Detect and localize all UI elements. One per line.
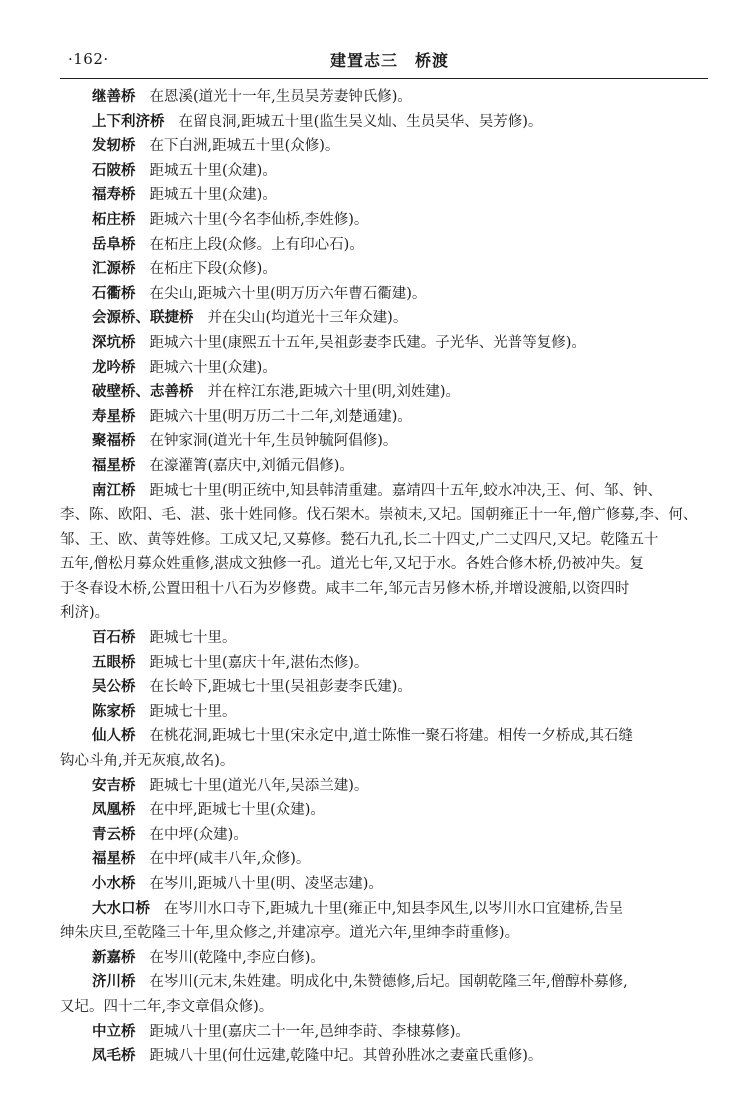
bridge-description: 在中坪(咸丰八年,众修)。	[149, 851, 311, 868]
bridge-description: 距城七十里(嘉庆十年,湛佑杰修)。	[149, 654, 369, 671]
bridge-description: 距城五十里(众建)。	[149, 187, 277, 204]
bridge-name: 会源桥、联捷桥	[92, 309, 194, 327]
bridge-description: 在岑川(乾隆中,李应白修)。	[149, 949, 325, 966]
bridge-description: 在岑川,距城八十里(明、凌坚志建)。	[149, 876, 383, 892]
bridge-description: 距城八十里(何仕远建,乾隆中圮。其曾孙胜冰之妻童氏重修)。	[149, 1048, 543, 1065]
bridge-entry	[92, 356, 708, 381]
bridge-description-continued: 邹、王、欧、黄等姓修。工成又圮,又募修。甃石九孔,长二十四丈,广二丈四尺,又圮。乾隆五十	[60, 531, 659, 548]
bridge-entry	[60, 724, 708, 773]
bridge-name: 柘庄桥	[92, 210, 136, 228]
bridge-description-continued: 绅朱庆旦,至乾隆三十年,里众修之,并建凉亭。道光六年,里绅李莳重修)。	[60, 925, 520, 942]
bridge-entry	[60, 897, 708, 946]
bridge-description: 在岑川(元末,朱姓建。明成化中,朱赞德修,后圮。国朝乾隆三年,僧醇朴募修,	[149, 974, 628, 991]
bridge-name: 仙人桥	[92, 727, 136, 745]
bridge-name: 济川桥	[92, 973, 136, 991]
bridge-name: 吴公桥	[92, 678, 136, 696]
bridge-name: 福寿桥	[92, 186, 136, 204]
bridge-entry	[92, 110, 708, 135]
bridge-entry	[92, 208, 708, 233]
bridge-entry	[92, 429, 708, 454]
bridge-name: 五眼桥	[92, 653, 136, 671]
bridge-description: 在恩溪(道光十一年,生员吴芳妻钟氏修)。	[149, 89, 412, 105]
bridge-description: 在柘庄下段(众修)。	[149, 261, 277, 278]
bridge-entry	[92, 306, 708, 331]
bridge-name: 青云桥	[92, 825, 136, 843]
bridge-entry	[92, 798, 708, 823]
bridge-name: 陈家桥	[92, 702, 136, 720]
bridge-entry	[92, 675, 708, 700]
bridge-entry	[92, 454, 708, 479]
bridge-description: 在桃花洞,距城七十里(宋永定中,道士陈惟一聚石将建。相传一夕桥成,其石缝	[149, 728, 633, 745]
bridge-entry	[92, 774, 708, 799]
bridge-entry	[60, 970, 708, 1019]
bridge-description: 距城六十里(康熙五十五年,吴祖彭妻李氏建。子光华、光普等复修)。	[149, 334, 586, 351]
bridge-name: 岳阜桥	[92, 235, 136, 253]
bridge-entry	[60, 479, 708, 627]
bridge-entry	[92, 946, 708, 971]
bridge-entry	[92, 872, 708, 897]
bridge-name: 上下利济桥	[92, 112, 165, 130]
bridge-description-continued: 于冬春设木桥,公置田租十八石为岁修费。咸丰二年,邹元吉另修木桥,并增设渡船,以资四时	[60, 580, 630, 597]
bridge-description: 在留良洞,距城五十里(监生吴义灿、生员吴华、吴芳修)。	[178, 113, 543, 130]
bridge-name: 石衢桥	[92, 284, 136, 302]
bridge-entry	[92, 847, 708, 872]
bridge-description: 在中坪,距城七十里(众建)。	[149, 802, 325, 819]
bridge-description: 距城七十里(明正统中,知县韩清重建。嘉靖四十五年,蛟水冲决,王、何、邹、钟、	[149, 482, 662, 499]
bridge-name: 发轫桥	[92, 137, 136, 155]
bridge-description: 在下白洲,距城五十里(众修)。	[149, 138, 340, 155]
bridge-description-continued: 五年,僧松月募众姓重修,湛成文独修一孔。道光七年,又圮于水。各姓合修木桥,仍被冲失。复	[60, 556, 644, 573]
bridge-name: 继善桥	[92, 88, 136, 105]
bridge-name: 寿星桥	[92, 407, 136, 425]
bridge-description-continued: 又圮。四十二年,李文章倡众修)。	[60, 998, 274, 1015]
header-rule	[60, 78, 708, 79]
bridge-entry	[92, 1020, 708, 1045]
bridge-entry	[92, 282, 708, 307]
bridge-name: 龙吟桥	[92, 358, 136, 376]
bridge-description-continued: 钩心斗角,并无灰痕,故名)。	[60, 753, 235, 770]
bridge-entry	[92, 134, 708, 159]
bridge-description: 距城七十里(道光八年,吴添兰建)。	[149, 777, 369, 794]
bridge-description-continued: 利济)。	[60, 605, 110, 622]
bridge-name: 南江桥	[92, 481, 136, 499]
bridge-description: 在濠灌箐(嘉庆中,刘循元倡修)。	[149, 457, 354, 474]
bridge-name: 安吉桥	[92, 776, 136, 794]
bridge-name: 新嘉桥	[92, 948, 136, 966]
bridge-entry	[92, 331, 708, 356]
bridge-entry	[92, 159, 708, 184]
bridge-description: 在柘庄上段(众修。上有印心石)。	[149, 236, 364, 253]
bridge-name: 福星桥	[92, 850, 136, 868]
bridge-description: 距城六十里(明万历二十二年,刘楚通建)。	[149, 408, 412, 425]
bridge-description-continued: 李、陈、欧阳、毛、湛、张十姓同修。伐石架木。崇祯末,又圮。国朝雍正十一年,僧广修募,李、何、	[60, 507, 698, 524]
bridge-name: 石陂桥	[92, 161, 136, 179]
bridge-entry	[92, 823, 708, 848]
bridge-description: 在尖山,距城六十里(明万历六年曹石衢建)。	[149, 285, 427, 302]
bridge-description: 并在尖山(均道光十三年众建)。	[207, 310, 408, 327]
page-header	[60, 48, 710, 74]
bridge-description: 在岑川水口寺下,距城九十里(雍正中,知县李风生,以岑川水口宜建桥,告呈	[164, 900, 624, 917]
bridge-description: 距城六十里(今名李仙桥,李姓修)。	[149, 211, 369, 228]
bridge-description: 并在梓江东港,距城六十里(明,刘姓建)。	[207, 384, 461, 401]
bridge-entry	[92, 183, 708, 208]
bridge-entry	[92, 651, 708, 676]
bridge-name: 福星桥	[92, 456, 136, 474]
bridge-name: 凤毛桥	[92, 1047, 136, 1065]
bridge-name: 中立桥	[92, 1022, 136, 1040]
bridge-name: 破壁桥、志善桥	[92, 383, 194, 401]
page-number: ·162·	[68, 50, 109, 68]
bridge-entry	[92, 380, 708, 405]
bridge-name: 聚福桥	[92, 432, 136, 450]
bridge-entry	[92, 85, 708, 110]
bridge-description: 距城五十里(众建)。	[149, 162, 277, 179]
bridge-entry	[92, 405, 708, 430]
bridge-name: 凤凰桥	[92, 801, 136, 819]
running-title: 建置志三 桥渡	[330, 51, 450, 70]
bridge-description: 在长岭下,距城七十里(吴祖彭妻李氏建)。	[149, 679, 412, 696]
bridge-description: 距城六十里(众建)。	[149, 359, 277, 376]
bridge-entry	[92, 700, 708, 725]
bridge-description: 距城七十里。	[149, 703, 237, 720]
bridge-entry	[92, 257, 708, 282]
bridge-name: 大水口桥	[92, 899, 150, 917]
bridge-entry	[92, 1044, 708, 1069]
bridge-name: 汇源桥	[92, 260, 136, 278]
bridge-description: 在中坪(众建)。	[149, 826, 248, 843]
bridge-entry	[92, 233, 708, 258]
bridge-entry	[92, 626, 708, 651]
bridge-entries	[60, 85, 708, 1069]
bridge-name: 百石桥	[92, 629, 136, 647]
bridge-description: 距城八十里(嘉庆二十一年,邑绅李莳、李棣募修)。	[149, 1023, 470, 1040]
bridge-name: 小水桥	[92, 875, 136, 892]
bridge-description: 在钟家洞(道光十年,生员钟毓阿倡修)。	[149, 433, 398, 450]
bridge-name: 深坑桥	[92, 333, 136, 351]
bridge-description: 距城七十里。	[149, 630, 237, 647]
